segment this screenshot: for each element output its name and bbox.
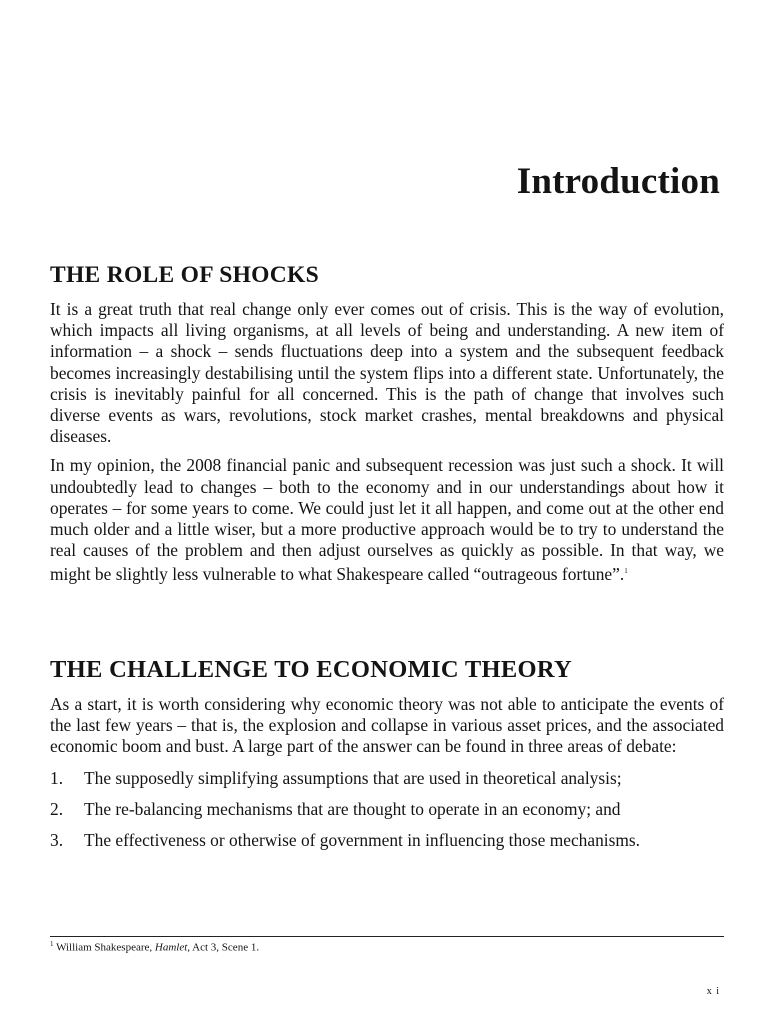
- footnote-mark: 1: [50, 940, 54, 948]
- footnote-reference[interactable]: 1: [624, 567, 628, 576]
- section-role-of-shocks: [50, 262, 724, 593]
- chapter-title: Introduction: [516, 161, 720, 202]
- footnote-location: , Act 3, Scene 1.: [187, 941, 260, 954]
- footnote: [50, 940, 259, 954]
- list-item: [50, 830, 724, 851]
- section-heading: THE CHALLENGE TO ECONOMIC THEORY: [50, 656, 572, 683]
- paragraph: [50, 455, 724, 585]
- page-number: x i: [706, 986, 720, 997]
- list-item: [50, 768, 724, 789]
- list-item-text: The effectiveness or otherwise of government in influencing those mechanisms.: [84, 830, 641, 851]
- footnote-divider: [50, 936, 724, 937]
- section-challenge-to-economic-theory: [50, 656, 724, 861]
- list-number: 2.: [50, 798, 64, 819]
- list-number: 1.: [50, 767, 64, 788]
- list-item: [50, 799, 724, 820]
- list-item-text: The re-balancing mechanisms that are thought to operate in an economy; and: [84, 798, 621, 819]
- section-heading: THE ROLE OF SHOCKS: [50, 262, 319, 288]
- footnote-author: William Shakespeare,: [56, 941, 153, 954]
- list-item-text: The supposedly simplifying assumptions that are used in theoretical analysis;: [84, 767, 622, 788]
- paragraph-text: In my opinion, the 2008 financial panic and subsequent recession was just such a shock. It will undoubtedly lead to changes – both to the economy and in our understandings about how it operates – for some years to come. We could just let it all happen, and come out at the other end much older and a little wiser, but a more productive approach would be to try to understand the real causes of the problem and then adjust ourselves as quickly as possible. In that way, we might be slightly less vulnerable to what Shakespeare called “outrageous fortune”.: [50, 455, 724, 585]
- list-number: 3.: [50, 830, 64, 851]
- paragraph: It is a great truth that real change only ever comes out of crisis. This is the way of evolution, which impacts all living organisms, at all levels of being and understanding. A new item of information – a shock – sends fluctuations deep into a system and the subsequent feedback becomes increasingly destabilising until the system flips into a different state. Unfortunately, the crisis is inevitably painful for all concerned. This is the path of change that involves such diverse events as wars, revolutions, stock market crashes, mental breakdowns and physical diseases.: [50, 299, 724, 447]
- footnote-work: Hamlet: [154, 941, 188, 954]
- numbered-list: [50, 768, 724, 852]
- paragraph: As a start, it is worth considering why economic theory was not able to anticipate the events of the last few years – that is, the explosion and collapse in various asset prices, and the associated economic boom and bust. A large part of the answer can be found in three areas of debate:: [50, 694, 724, 757]
